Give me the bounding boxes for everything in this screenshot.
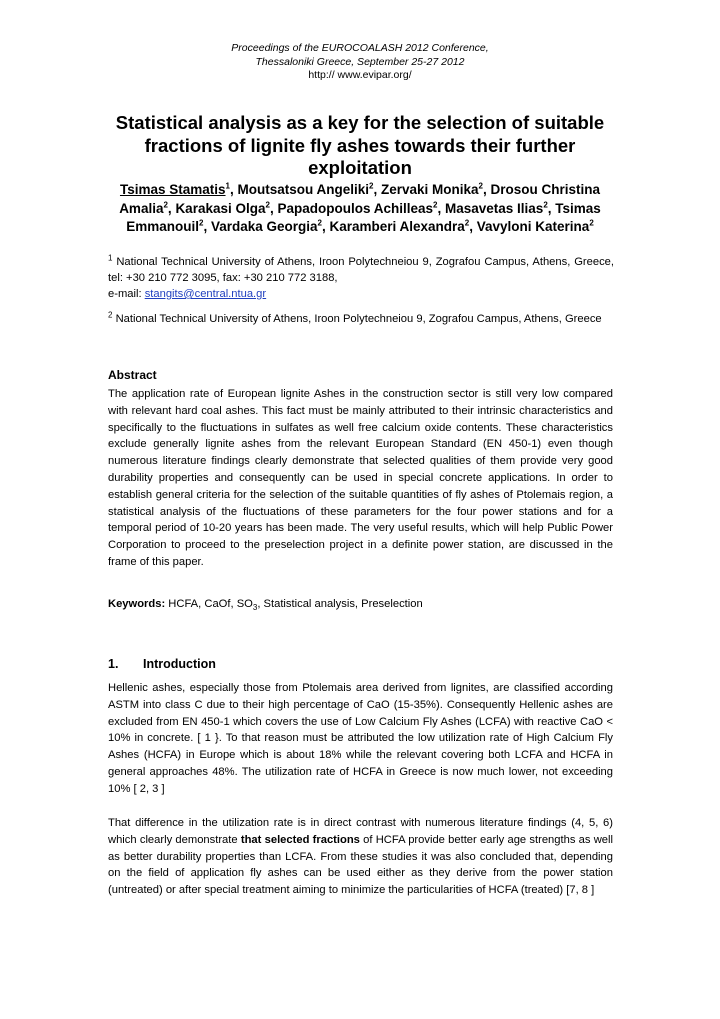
conference-header — [0, 42, 720, 83]
abstract-heading: Abstract — [108, 368, 157, 382]
author-5-sup: 2 — [265, 200, 270, 209]
header-line-2: Thessaloniki Greece, September 25-27 2012 — [255, 55, 465, 68]
author-list: Tsimas Stamatis$^1$, Moutsatsou Angeliki$^2$, Zervaki Monika$^2$, Drosou Christina Amalia$^2$, Karakasi Olga$^2$, Papadopoulos Achilleas$^2$, Masavetas Ilias$^2$, Tsimas Emmanouil$^2$, Vardaka Georgia$^2$, Karamberi Alexandra$^2$, Vavyloni Katerina$^2$ — [119, 181, 601, 234]
author-4: Drosou Christina Amalia — [119, 182, 601, 216]
affiliation-1-text: National Technical University of Athens, Iroon Polytechneiou 9, Zografou Campus, Athens, Greece, tel: +30 210 772 3095, fax: +30 210 772 3188, — [108, 256, 614, 284]
author-7: Masavetas Ilias — [444, 200, 544, 216]
author-2: Moutsatsou Angeliki — [237, 182, 370, 197]
author-5: Karakasi Olga — [175, 200, 266, 216]
author-3: Zervaki Monika — [380, 182, 479, 197]
paragraph-2-start: That difference in the utilization rate is in direct contrast with numerous literature findings (4, 5, 6) which clearly demonstrate — [108, 817, 613, 846]
affiliation-1 — [108, 254, 614, 302]
introduction-paragraph-1: Hellenic ashes, especially those from Ptolemais area derived from lignites, are classified according ASTM into class C due to their high percentage of CaO (15-35%). Consequently Hellenic ashes are excluded from EN 450-1 which covers the use of Low Calcium Fly Ashes (LCFA) with reactive CaO < 10% in concrete. [ 1 }. To that reason must be attributed the low utilization rate of High Calcium Fly Ashes (HCFA) in Europe which is about 18% while the relevant covering both LCFA and HCFA in general approaches 48%. The utilization rate of HCFA in Greece is now much lower, not exceeding 10% [ 2, 3 ] — [108, 682, 613, 795]
header-url[interactable]: http:// www.evipar.org/ — [308, 69, 412, 81]
keywords-label: Keywords: — [108, 598, 166, 610]
author-10: Karamberi Alexandra — [329, 219, 465, 234]
paper-title: Statistical analysis as a key for the selection of suitable fractions of lignite fly ashes towards their further exploitation — [115, 112, 605, 178]
author-3-sup: 2 — [478, 181, 483, 191]
author-11: Vavyloni Katerina — [476, 219, 590, 234]
author-6-sup: 2 — [433, 200, 438, 209]
keywords-before: HCFA, CaOf, SO — [165, 598, 253, 610]
author-9: Vardaka Georgia — [210, 219, 318, 234]
header-line-1: Proceedings of the EUROCOALASH 2012 Conference, — [231, 42, 489, 54]
keywords-sub: 3 — [252, 603, 258, 613]
abstract-text: The application rate of European lignite Ashes in the construction sector is still very low compared with relevant hard coal ashes. This fact must be mainly attributed to their intrinsic characteristics and specifically to the fluctuations in sulfates as well free calcium oxide contents. These characteristics exclude generally lignite ashes from the relevant European Standard (EN 450-1) even though numerous literature findings clearly demonstrate that selected qualities of them provide very good durability properties and consequently can be used in special concrete applications. In order to establish general criteria for the selection of the suitable quantities of fly ashes of Ptolemais region, a statistical analysis of the fluctuations of these parameters for the four power stations and for a temporal period of 10-20 years has been made. The very useful results, which will help Public Power Corporation to proceed to the preselection project in a definite power station, are discussed in the frame of this paper. — [108, 388, 613, 568]
introduction-paragraph-2 — [108, 815, 613, 899]
keywords-after: , Statistical analysis, Preselection — [257, 598, 423, 610]
author-7-sup: 2 — [543, 200, 548, 209]
section-number: 1. — [108, 657, 119, 671]
affiliation-2-text: National Technical University of Athens, Iroon Polytechneiou 9, Zografou Campus, Athens, Greece — [115, 313, 602, 325]
author-4-sup: 2 — [163, 200, 168, 209]
keywords — [108, 596, 613, 616]
author-2-sup: 2 — [369, 181, 374, 191]
author-10-sup: 2 — [464, 218, 470, 228]
email-label: e-mail: — [108, 288, 145, 300]
section-title: Introduction — [143, 657, 216, 671]
affiliation-1-sup: 1 — [108, 253, 113, 263]
author-9-sup: 2 — [317, 218, 322, 228]
affiliation-2 — [108, 311, 614, 327]
author-8-sup: 2 — [198, 218, 204, 228]
author-11-sup: 2 — [589, 218, 594, 228]
author-1-sup: 1 — [225, 181, 230, 191]
paragraph-2-bold: that selected fractions — [240, 833, 360, 846]
email-link[interactable]: stangits@central.ntua.gr — [144, 288, 267, 300]
author-1: Tsimas Stamatis — [119, 182, 226, 197]
paragraph-2-end: of HCFA provide better early age strengths as well as better durability properties than LCFA. From these studies it was also concluded that, depending on the field of application fly ashes can be used either as they derive from the power station (untreated) or after special treatment aiming to minimize the particularities of HCFA (treated) [7, 8 ] — [108, 833, 614, 897]
introduction-heading — [108, 657, 216, 671]
affiliation-2-sup: 2 — [108, 310, 113, 320]
author-8: Tsimas Emmanouil — [126, 200, 601, 234]
author-6: Papadopoulos Achilleas — [277, 200, 434, 216]
